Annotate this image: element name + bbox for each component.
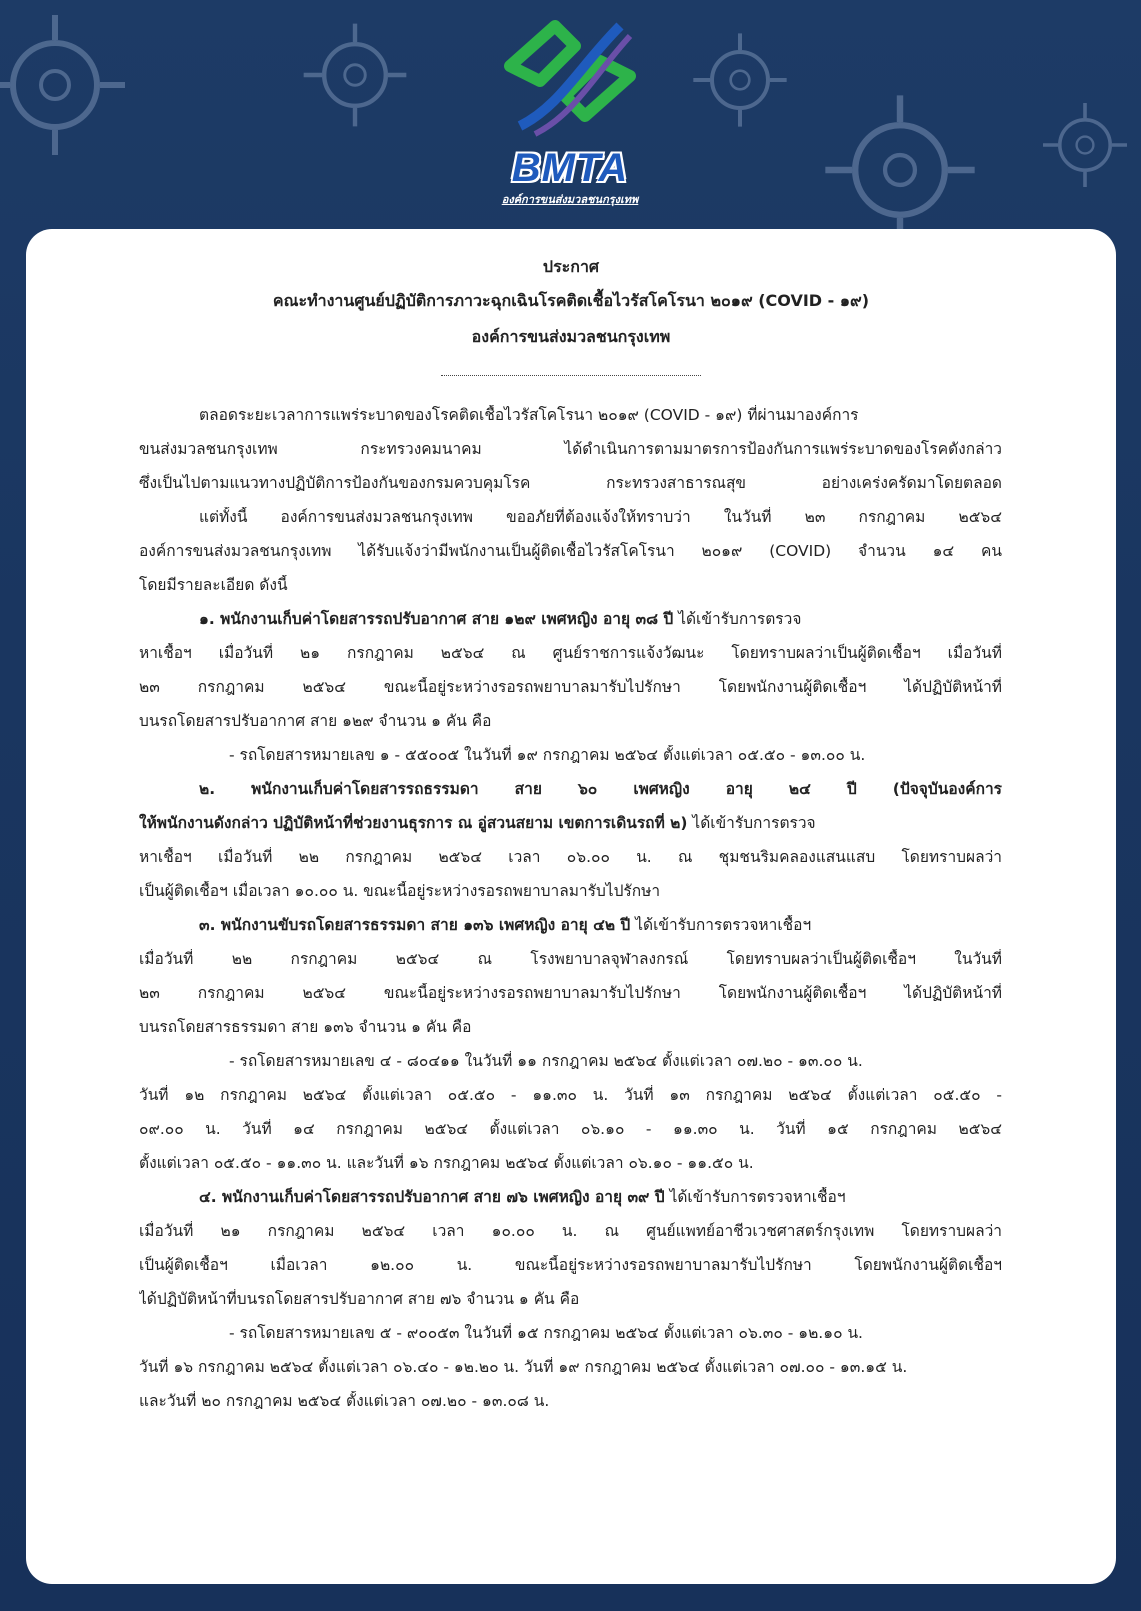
divider [441, 375, 701, 376]
item-3-rest: ได้เข้ารับการตรวจหาเชื้อฯ [630, 916, 812, 934]
body-line: ๐๙.๐๐ น. วันที่ ๑๔ กรกฎาคม ๒๕๖๔ ตั้งแต่เวลา ๐๖.๑๐ - ๑๑.๓๐ น. วันที่ ๑๕ กรกฎาคม ๒๕๖๔ [139, 1120, 1002, 1138]
body-line: ๒๓ กรกฎาคม ๒๕๖๔ ขณะนี้อยู่ระหว่างรอรถพยาบาลมารับไปรักษา โดยพนักงานผู้ติดเชื้อฯ ได้ปฏิบัติหน้าที่ [139, 678, 1002, 696]
announcement-title: ประกาศ [542, 257, 600, 276]
body-line: บนรถโดยสารปรับอากาศ สาย ๑๒๙ จำนวน ๑ คัน คือ [139, 712, 492, 730]
item-4-bold: ๔. พนักงานเก็บค่าโดยสารรถปรับอากาศ สาย ๗๖ เพศหญิง อายุ ๓๙ ปี [199, 1188, 665, 1206]
item-1-heading [199, 609, 1002, 629]
item-2-bold: ให้พนักงานดังกล่าว ปฏิบัติหน้าที่ช่วยงานธุรการ ณ อู่สวนสยาม เขตการเดินรถที่ ๒) [139, 814, 688, 832]
body-line: ๒๓ กรกฎาคม ๒๕๖๔ ขณะนี้อยู่ระหว่างรอรถพยาบาลมารับไปรักษา โดยพนักงานผู้ติดเชื้อฯ ได้ปฏิบัติหน้าที่ [139, 984, 1002, 1002]
body-line: - รถโดยสารหมายเลข ๕ - ๙๐๐๕๓ ในวันที่ ๑๕ กรกฎาคม ๒๕๖๔ ตั้งแต่เวลา ๐๖.๓๐ - ๑๒.๑๐ น. [229, 1324, 863, 1342]
virus-decoration-icon [0, 10, 130, 160]
item-2-heading-a: ๒. พนักงานเก็บค่าโดยสารรถธรรมดา สาย ๖๐ เพศหญิง อายุ ๒๔ ปี (ปัจจุบันองค์การ [199, 780, 1002, 798]
body-line: องค์การขนส่งมวลชนกรุงเทพ ได้รับแจ้งว่ามีพนักงานเป็นผู้ติดเชื้อไวรัสโคโรนา ๒๐๑๙ (COVID) จำนวน ๑๔ คน [139, 542, 1002, 560]
body-line: โดยมีรายละเอียด ดังนี้ [139, 576, 288, 594]
announcement-org: องค์การขนส่งมวลชนกรุงเทพ [471, 327, 671, 346]
item-4-rest: ได้เข้ารับการตรวจหาเชื้อฯ [664, 1188, 846, 1206]
logo-brand: BMTA [511, 146, 629, 190]
item-4-heading [199, 1187, 1002, 1207]
body-line: เมื่อวันที่ ๒๑ กรกฎาคม ๒๕๖๔ เวลา ๑๐.๐๐ น. ณ ศูนย์แพทย์อาชีวเวชศาสตร์กรุงเทพ โดยทราบผลว่า [139, 1222, 1002, 1240]
virus-decoration-icon [300, 20, 410, 130]
virus-decoration-icon [690, 30, 790, 130]
body-line: วันที่ ๑๒ กรกฎาคม ๒๕๖๔ ตั้งแต่เวลา ๐๕.๕๐ - ๑๑.๓๐ น. วันที่ ๑๓ กรกฎาคม ๒๕๖๔ ตั้งแต่เวลา ๐๕.๕๐ - [139, 1086, 1002, 1104]
body-line: หาเชื้อฯ เมื่อวันที่ ๒๒ กรกฎาคม ๒๕๖๔ เวลา ๐๖.๐๐ น. ณ ชุมชนริมคลองแสนแสบ โดยทราบผลว่า [139, 848, 1002, 866]
item-3-heading [199, 915, 1002, 935]
body-line: และวันที่ ๒๐ กรกฎาคม ๒๕๖๔ ตั้งแต่เวลา ๐๗.๒๐ - ๑๓.๐๘ น. [139, 1392, 550, 1410]
body-line: หาเชื้อฯ เมื่อวันที่ ๒๑ กรกฎาคม ๒๕๖๔ ณ ศูนย์ราชการแจ้งวัฒนะ โดยทราบผลว่าเป็นผู้ติดเชื้อฯ เมื่อวันที่ [139, 644, 1002, 662]
body-line: ตลอดระยะเวลาการแพร่ระบาดของโรคติดเชื้อไวรัสโคโรนา ๒๐๑๙ (COVID - ๑๙) ที่ผ่านมาองค์การ [199, 406, 859, 424]
body-line: - รถโดยสารหมายเลข ๑ - ๕๕๐๐๕ ในวันที่ ๑๙ กรกฎาคม ๒๕๖๔ ตั้งแต่เวลา ๐๕.๕๐ - ๑๓.๐๐ น. [229, 746, 866, 764]
virus-decoration-icon [820, 90, 980, 250]
body-line: เป็นผู้ติดเชื้อฯ เมื่อเวลา ๑๐.๐๐ น. ขณะนี้อยู่ระหว่างรอรถพยาบาลมารับไปรักษา [139, 882, 661, 900]
bmta-emblem-icon [480, 6, 660, 146]
body-line: แต่ทั้งนี้ องค์การขนส่งมวลชนกรุงเทพ ขออภัยที่ต้องแจ้งให้ทราบว่า ในวันที่ ๒๓ กรกฎาคม ๒๕๖๔ [199, 508, 1002, 526]
body-line: ตั้งแต่เวลา ๐๕.๕๐ - ๑๑.๓๐ น. และวันที่ ๑๖ กรกฎาคม ๒๕๖๔ ตั้งแต่เวลา ๐๖.๑๐ - ๑๑.๕๐ น. [139, 1154, 754, 1172]
bmta-logo [480, 6, 660, 206]
body-line: ขนส่งมวลชนกรุงเทพ กระทรวงคมนาคม ได้ดำเนินการตามมาตรการป้องกันการแพร่ระบาดของโรคดังกล่าว [139, 440, 1002, 458]
item-2-rest: ได้เข้ารับการตรวจ [687, 814, 816, 832]
item-3-bold: ๓. พนักงานขับรถโดยสารธรรมดา สาย ๑๓๖ เพศหญิง อายุ ๔๒ ปี [199, 916, 631, 934]
item-1-bold: ๑. พนักงานเก็บค่าโดยสารรถปรับอากาศ สาย ๑๒๙ เพศหญิง อายุ ๓๘ ปี [199, 610, 674, 628]
body-line: วันที่ ๑๖ กรกฎาคม ๒๕๖๔ ตั้งแต่เวลา ๐๖.๔๐ - ๑๒.๒๐ น. วันที่ ๑๙ กรกฎาคม ๒๕๖๔ ตั้งแต่เวลา ๐๗.๐๐ - ๑๓.๑๕ น. [139, 1358, 908, 1376]
virus-decoration-icon [1040, 100, 1130, 190]
item-1-rest: ได้เข้ารับการตรวจ [673, 610, 802, 628]
body-line: บนรถโดยสารธรรมดา สาย ๑๓๖ จำนวน ๑ คัน คือ [139, 1018, 472, 1036]
announcement-subtitle: คณะทำงานศูนย์ปฏิบัติการภาวะฉุกเฉินโรคติดเชื้อไวรัสโคโรนา ๒๐๑๙ (COVID - ๑๙) [272, 291, 870, 310]
body-line: - รถโดยสารหมายเลข ๔ - ๘๐๔๑๑ ในวันที่ ๑๑ กรกฎาคม ๒๕๖๔ ตั้งแต่เวลา ๐๗.๒๐ - ๑๓.๐๐ น. [229, 1052, 863, 1070]
item-2-heading-b [139, 813, 1002, 833]
body-line: เป็นผู้ติดเชื้อฯ เมื่อเวลา ๑๒.๐๐ น. ขณะนี้อยู่ระหว่างรอรถพยาบาลมารับไปรักษา โดยพนักงานผู้ติดเชื้อฯ [139, 1256, 1002, 1274]
announcement-card [26, 229, 1116, 1584]
body-line: เมื่อวันที่ ๒๒ กรกฎาคม ๒๕๖๔ ณ โรงพยาบาลจุฬาลงกรณ์ โดยทราบผลว่าเป็นผู้ติดเชื้อฯ ในวันที่ [139, 950, 1002, 968]
body-line: ซึ่งเป็นไปตามแนวทางปฏิบัติการป้องกันของกรมควบคุมโรค กระทรวงสาธารณสุข อย่างเคร่งครัดมาโดยตลอด [139, 474, 1002, 492]
logo-subtitle: องค์การขนส่งมวลชนกรุงเทพ [501, 193, 639, 206]
body-line: ได้ปฏิบัติหน้าที่บนรถโดยสารปรับอากาศ สาย ๗๖ จำนวน ๑ คัน คือ [139, 1290, 580, 1308]
